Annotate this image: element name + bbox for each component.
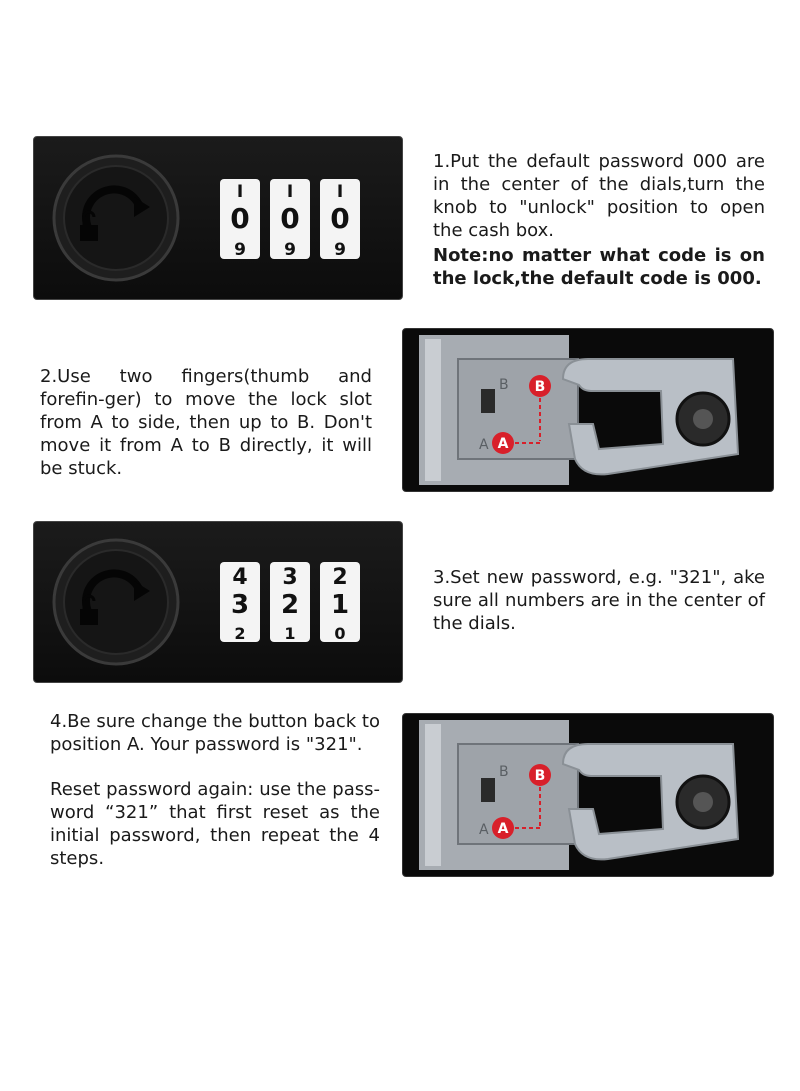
dial-2-top: I xyxy=(286,182,294,202)
padlock-icon xyxy=(80,225,98,241)
dial-3[interactable] xyxy=(320,562,360,643)
dial-1[interactable] xyxy=(220,562,260,643)
dial-2-bottom: 1 xyxy=(284,624,296,643)
dial-2[interactable] xyxy=(270,562,310,643)
dial-1-center: 0 xyxy=(230,202,250,235)
marker-b-label: B xyxy=(534,768,546,784)
padlock-icon xyxy=(80,609,98,625)
dial-2-center: 0 xyxy=(280,202,300,235)
dial-1-center: 3 xyxy=(230,590,250,620)
dial-3-center: 0 xyxy=(330,202,350,235)
dial-3-top: I xyxy=(336,182,344,202)
mechanism-image-2 xyxy=(402,713,774,877)
dial-2-bottom: 9 xyxy=(284,240,296,260)
dial-1[interactable] xyxy=(220,179,260,260)
dial-1-top: 4 xyxy=(232,565,248,590)
step-4-text-block xyxy=(50,710,380,870)
reset-instruction: Reset password again: use the pass-word “321” that first reset as the initial password, then repeat the 4 steps. xyxy=(50,779,380,869)
dial-1-top: I xyxy=(236,182,244,202)
step-1-instruction: 1.Put the default password 000 are in the center of the dials,turn the knob to "unlock" position to open the cash box. xyxy=(433,151,765,241)
step-2-text-block xyxy=(40,365,372,480)
marker-a-label: A xyxy=(497,436,509,452)
step-2-instruction: 2.Use two fingers(thumb and forefin-ger) to move the lock slot from A to side, then up to B. Don't move it from A to B directly, it will be stuck. xyxy=(40,366,372,479)
lock-slot xyxy=(481,778,495,802)
dial-1-bottom: 9 xyxy=(234,240,246,260)
marker-b-label: B xyxy=(534,379,546,395)
dial-1-bottom: 2 xyxy=(234,624,246,643)
dial-3-top: 2 xyxy=(332,565,348,590)
dial-3-bottom: 0 xyxy=(334,624,346,643)
engraved-a: A xyxy=(479,822,489,838)
engraved-b: B xyxy=(499,377,509,393)
dial-3[interactable] xyxy=(320,179,360,260)
step-4-instruction: 4.Be sure change the button back to position A. Your password is "321". xyxy=(50,711,380,755)
engraved-b: B xyxy=(499,764,509,780)
dial-3-center: 1 xyxy=(330,590,350,620)
mechanism-image-1 xyxy=(402,328,774,492)
marker-a-label: A xyxy=(497,821,509,837)
step-3-text-block xyxy=(433,566,765,635)
step-1-text-block xyxy=(433,150,765,290)
lock-new-code-image xyxy=(33,521,403,683)
step-3-instruction: 3.Set new password, e.g. "321", ake sure all numbers are in the center of the dials. xyxy=(433,567,765,634)
dial-2-top: 3 xyxy=(282,565,298,590)
dial-2-center: 2 xyxy=(280,590,300,620)
lock-default-image xyxy=(33,136,403,300)
engraved-a: A xyxy=(479,437,489,453)
lock-slot xyxy=(481,389,495,413)
dial-3-bottom: 9 xyxy=(334,240,346,260)
step-1-note: Note:no matter what code is on the lock,the default code is 000. xyxy=(433,245,765,289)
dial-2[interactable] xyxy=(270,179,310,260)
